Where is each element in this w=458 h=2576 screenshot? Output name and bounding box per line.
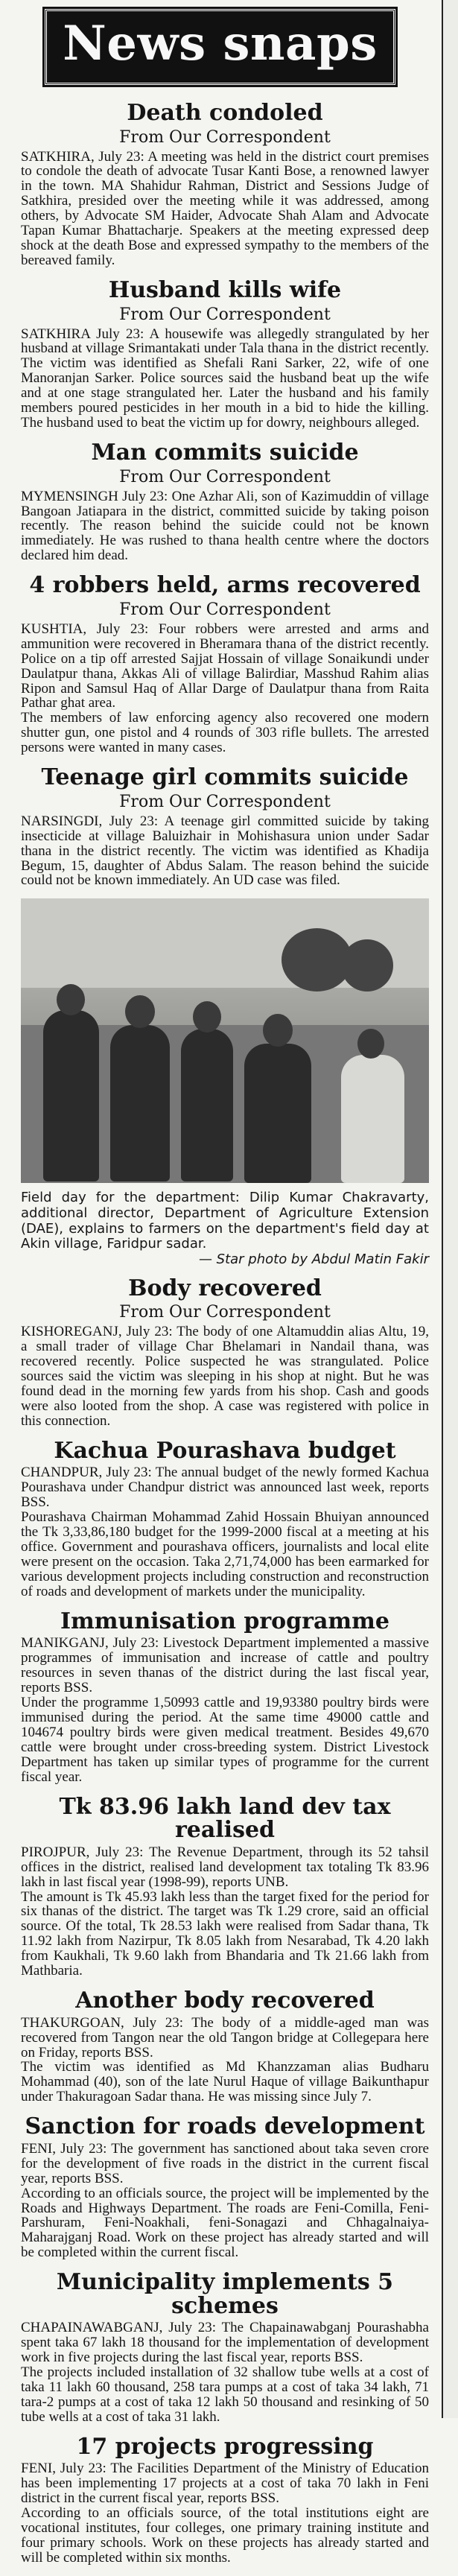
story-paragraph: According to an officials source, the project will be implemented by the Roads and Highways Department. The roads are Feni-Comilla, Feni-Parshuram, Feni-Noakhali, feni-Sonagazi and Chhagalnaiya-Maharajganj Road. Work on these project has already started and will be completed within the current fiscal.: [21, 2185, 429, 2261]
story-body: [21, 2320, 429, 2425]
story-robbers-held: [21, 574, 429, 755]
story-byline: From Our Correspondent: [119, 305, 331, 324]
story-paragraph: NARSINGDI, July 23: A teenage girl committed suicide by taking insecticide at village Baluizhair in Mohishasura union under Sadar thana in the district recently. The victim was identified as Khadija Begum, 15, daughter of Abdus Salam. The reason behind the suicide could not be known immediately. An UD case was filed.: [21, 813, 429, 889]
photo-person: [244, 1044, 311, 1183]
photo-caption-text: Field day for the department: Dilip Kumar Chakravarty, additional director, Department of Agriculture Extension (DAE), explains to farmers on the department's field day at Akin village, Faridpur sadar.: [21, 1190, 429, 1252]
story-headline: Body recovered: [128, 1275, 322, 1301]
story-headline: Kachua Pourashava budget: [54, 1437, 396, 1464]
story-headline: 17 projects progressing: [76, 2433, 374, 2460]
story-body-recovered: [21, 1277, 429, 1429]
photo-tree: [341, 939, 393, 992]
story-byline: From Our Correspondent: [119, 600, 331, 619]
story-body: [21, 1845, 429, 1979]
story-byline: From Our Correspondent: [119, 1303, 331, 1322]
story-paragraph: Under the programme 1,50993 cattle and 19,93380 poultry birds were immunised during the period. At the same time 49000 cattle and 104674 poultry birds were given medical treatment. Besides 49,670 cattle were brought under cross-breeding system. District Livestock Department has taken up similar types of programme for the current fiscal year.: [21, 1695, 429, 1785]
photo-person: [341, 1055, 404, 1183]
story-another-body-recovered: [21, 1989, 429, 2104]
story-headline: 4 robbers held, arms recovered: [29, 572, 421, 599]
story-paragraph: KUSHTIA, July 23: Four robbers were arrested and arms and ammunition were recovered in Bheramara thana of the district recently. Police on a tip off arrested Sajjat Hossain of village Sonaikundi under Daulatpur thana, Akkas Ali of village Balirdiar, Masshud Rahim alias Ripon and Samsul Haq of Allar Darge of Daulatpur thana from Raita Pathar ghat area.: [21, 621, 429, 711]
story-paragraph: SATKHIRA July 23: A housewife was allegedly strangulated by her husband at village Srimantakati under Tala thana in the district recently. The victim was identified as Shefali Rani Sarker, 22, wife of one Manoranjan Sarker. Police sources said the husband beat up the wife and at one stage strangulated her. Later the husband and his family members poured pesticides in her mouth in a bid to hide the killing. The husband used to beat the victim up for dowry, neighbours alleged.: [21, 326, 429, 431]
story-headline: Teenage girl commits suicide: [41, 764, 409, 791]
story-body: [21, 150, 429, 269]
field-day-photo: [21, 898, 429, 1183]
story-paragraph: SATKHIRA, July 23: A meeting was held in the district court premises to condole the death of advocate Tusar Kanti Bose, a renowned lawyer in the town. MA Shahidur Rahman, District and Sessions Judge of Satkhira, presided over the meeting while it was addressed, among others, by Advocate SM Haider, Advocate Shah Alam and Advocate Tapan Kumar Bhattacharje. Speakers at the meeting expressed deep shock at the death Bose and expressed sympathy to the members of the bereaved family.: [21, 148, 429, 269]
story-17-projects: [21, 2435, 429, 2566]
story-paragraph: The amount is Tk 45.93 lakh less than the target fixed for the period for six thanas of the district. The target was Tk 1.29 crore, said an official source. Of the total, Tk 28.53 lakh were realised from Sadar thana, Tk 11.92 lakh from Nazirpur, Tk 8.05 lakh from Nesarabad, Tk 4.20 lakh from Kaukhali, Tk 9.60 lakh from Bhandaria and Tk 21.66 lakh from Mathbaria.: [21, 1888, 429, 1979]
story-paragraph: KISHOREGANJ, July 23: The body of one Altamuddin alias Altu, 19, a small trader of village Char Bhelamari in Nandail thana, was recovered recently. Police suspected he was strangulated. Police sources said the victim was sleeping in his shop at night. But he was found dead in the morning few yards from his shop. Cash and goods were also looted from the shop. A case was registered with police in this connection.: [21, 1324, 429, 1429]
story-byline: From Our Correspondent: [119, 467, 331, 486]
story-paragraph: The projects included installation of 32 shallow tube wells at a cost of taka 11 lakh 60 thousand, 258 tara pumps at a cost of taka 34 lakh, 71 tara-2 pumps at a cost of taka 12 lakh 50 thousand and resinking of 50 tube wells at a cost of taka 31 lakh.: [21, 2364, 429, 2425]
adjacent-column-edge: [442, 0, 458, 2418]
story-municipality-schemes: [21, 2271, 429, 2425]
column-divider: [442, 0, 443, 2418]
story-byline: From Our Correspondent: [119, 792, 331, 811]
story-body: [21, 489, 429, 564]
story-paragraph: THAKURGOAN, July 23: The body of a middle-aged man was recovered from Tangon near the old Tangon bridge at Collegepara here on Friday, reports BSS.: [21, 2014, 429, 2061]
story-headline: Tk 83.96 lakh land dev tax realised: [59, 1793, 391, 1844]
masthead-area: [0, 0, 442, 91]
photo-person: [43, 1010, 99, 1181]
story-roads-development: [21, 2115, 429, 2260]
story-body: [21, 2142, 429, 2261]
story-man-commits-suicide: [21, 441, 429, 563]
story-immunisation: [21, 1610, 429, 1785]
story-body: [21, 622, 429, 755]
story-headline: Municipality implements 5 schemes: [56, 2269, 394, 2319]
story-paragraph: The victim was identified as Md Khanzzaman alias Budharu Mohammad (40), son of the late Nurul Haque of village Baikunthapur under Thakuragoan Sadar thana. He was missing since July 7.: [21, 2059, 429, 2105]
story-headline: Immunisation programme: [60, 1608, 389, 1634]
story-headline: Man commits suicide: [91, 440, 359, 466]
story-headline: Sanction for roads development: [25, 2113, 425, 2140]
story-body: [21, 1325, 429, 1429]
story-paragraph: The members of law enforcing agency also recovered one modern shutter gun, one pistol and 4 rounds of 303 rifle bullets. The arrested persons were wanted in many cases.: [21, 710, 429, 756]
photo-person: [110, 1025, 170, 1181]
story-paragraph: FENI, July 23: The Facilities Department of the Ministry of Education has been implementing 17 projects at a cost of taka 70 lakh in Feni district in the current fiscal year, reports BSS.: [21, 2461, 429, 2507]
story-paragraph: Pourashava Chairman Mohammad Zahid Hossain Bhuiyan announced the Tk 3,33,86,180 budget for the 1999-2000 fiscal at a meeting at his office. Government and pourashava officers, journalists and local elite were present on the occasion. Taka 2,71,74,000 has been earmarked for various development projects including construction and reconstruction of roads and development of markets under the municipality.: [21, 1509, 429, 1599]
story-paragraph: MANIKGANJ, July 23: Livestock Department implemented a massive programmes of immunisation and increase of cattle and poultry resources in seven thanas of the district during the last fiscal year, reports BSS.: [21, 1635, 429, 1696]
photo-caption: [21, 1190, 429, 1267]
story-husband-kills-wife: [21, 279, 429, 431]
story-body: [21, 2461, 429, 2566]
story-teenage-girl-suicide: [21, 766, 429, 888]
story-body: [21, 814, 429, 889]
story-body: [21, 1465, 429, 1599]
story-headline: Husband kills wife: [108, 277, 342, 303]
masthead-banner: [45, 9, 395, 85]
story-paragraph: CHAPAINAWABGANJ, July 23: The Chapainawabganj Pourashabha spent taka 67 lakh 18 thousand for the implementation of development work in five projects during the last fiscal year, reports BSS.: [21, 2320, 429, 2366]
story-body: [21, 1636, 429, 1784]
story-body: [21, 327, 429, 431]
story-byline: From Our Correspondent: [119, 127, 331, 147]
story-paragraph: According to an officials source, of the total institutions eight are vocational institutes, four colleges, one primary training institute and four primary schools. Work on these projects has already started and will be completed within six months.: [21, 2505, 429, 2566]
story-paragraph: FENI, July 23: The government has sanctioned about taka seven crore for the development of five roads in the district in the current fiscal year, reports BSS.: [21, 2140, 429, 2186]
photo-person: [181, 1029, 233, 1181]
story-paragraph: PIROJPUR, July 23: The Revenue Department, through its 52 tahsil offices in the district, realised land development tax totaling Tk 83.96 lakh in last fiscal year (1998-99), reports UNB.: [21, 1844, 429, 1890]
story-kachua-budget: [21, 1439, 429, 1599]
photo-credit: — Star photo by Abdul Matin Fakir: [198, 1251, 429, 1268]
story-death-condoled: [21, 101, 429, 268]
story-paragraph: MYMENSINGH July 23: One Azhar Ali, son of Kazimuddin of village Bangoan Jatiapara in the district, committed suicide by taking poison recently. The reason behind the suicide could not be known immediately. He was rushed to thana health centre where the doctors declared him dead.: [21, 488, 429, 564]
story-paragraph: CHANDPUR, July 23: The annual budget of the newly formed Kachua Pourashava under Chandpur district was announced last week, reports BSS.: [21, 1465, 429, 1511]
story-land-dev-tax: [21, 1795, 429, 1979]
masthead-title: News snaps: [63, 16, 378, 72]
photo-person-head: [125, 995, 155, 1028]
story-headline: Another body recovered: [75, 1987, 375, 2014]
article-column: [21, 95, 429, 2576]
story-headline: Death condoled: [127, 100, 323, 126]
story-body: [21, 2016, 429, 2105]
